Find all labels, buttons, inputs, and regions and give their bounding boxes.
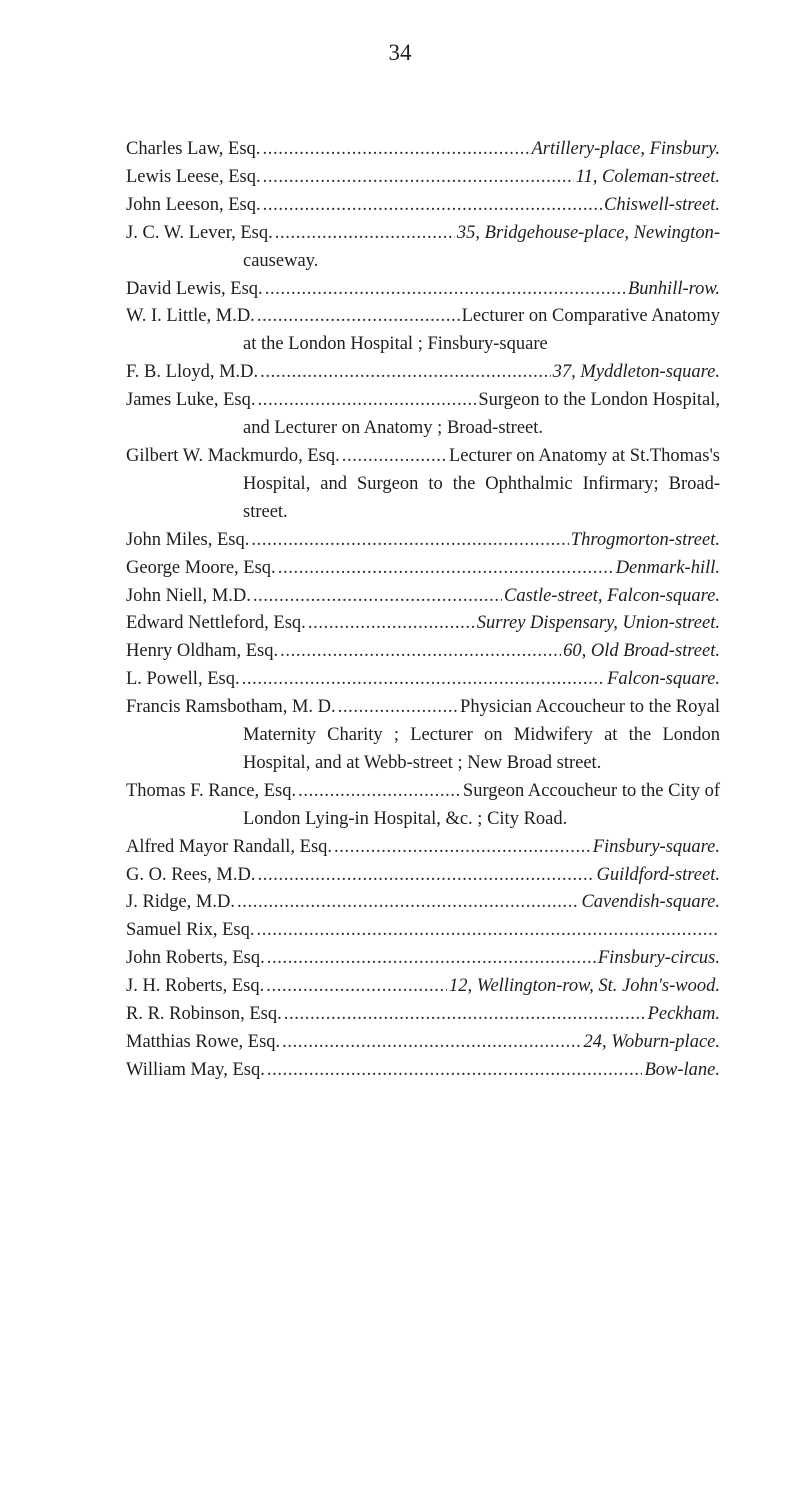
directory-entry (126, 638, 720, 666)
entry-details: Castle-street, Falcon-square. (504, 585, 720, 606)
entry-name: John Leeson, Esq. (126, 194, 261, 215)
entry-details: 11, Coleman-street. (575, 166, 720, 187)
directory-entry (126, 220, 720, 276)
entry-details: Chiswell-street. (604, 194, 720, 215)
directory-entry (126, 694, 720, 778)
entry-name: William May, Esq. (126, 1059, 265, 1080)
page-number: 34 (388, 40, 412, 65)
entry-continuation: Maternity Charity ; Lecturer on Midwifery at the London Hospital, and at Webb-street ; New Broad street. (243, 725, 720, 773)
entry-continuation: Hospital, and Surgeon to the Ophthalmic Infirmary; Broad-street. (243, 473, 720, 522)
entry-name: J. Ridge, M.D. (126, 892, 235, 913)
entry-first-line (126, 778, 720, 806)
dot-leader (265, 276, 626, 304)
entry-name: James Luke, Esq. (126, 390, 256, 411)
directory-entry (126, 527, 720, 555)
dot-leader (308, 610, 475, 638)
entry-first-line (126, 1057, 720, 1085)
entry-details: Finsbury-circus. (597, 948, 720, 969)
entry-first-line (126, 303, 720, 331)
entry-details: 12, Wellington-row, St. John's-wood. (448, 976, 720, 997)
dot-leader (237, 889, 579, 917)
entry-details: Bunhill-row. (628, 278, 720, 299)
entry-name: Henry Oldham, Esq. (126, 641, 279, 662)
directory-entry (126, 778, 720, 834)
entry-first-line (126, 220, 720, 248)
directory-entry (126, 666, 720, 694)
dot-leader (275, 220, 455, 248)
dot-leader (338, 694, 458, 722)
dot-leader (258, 862, 595, 890)
entry-details: Surgeon to the London Hospital, (478, 390, 720, 411)
directory-entry (126, 1029, 720, 1057)
entry-details: Peckham. (647, 1004, 720, 1025)
directory-entry (126, 1057, 720, 1085)
directory-entry (126, 610, 720, 638)
entry-details: Artillery-place, Finsbury. (531, 139, 720, 159)
dot-leader (251, 527, 568, 555)
dot-leader (342, 443, 447, 471)
directory-entry (126, 192, 720, 220)
entry-name: G. O. Rees, M.D. (126, 864, 256, 885)
dot-leader (262, 136, 529, 164)
entry-name: Francis Ramsbotham, M. D. (126, 697, 336, 718)
directory-entry (126, 303, 720, 359)
entry-name: Alfred Mayor Randall, Esq. (126, 836, 333, 857)
entry-name: Lewis Leese, Esq. (126, 166, 261, 187)
entry-first-line (126, 555, 720, 583)
dot-leader (253, 583, 502, 611)
entry-first-line (126, 889, 720, 917)
entry-name: John Roberts, Esq. (126, 948, 265, 969)
directory-entry (126, 945, 720, 973)
dot-leader (257, 303, 460, 331)
entry-name: John Niell, M.D. (126, 585, 251, 606)
directory-entry (126, 443, 720, 527)
entry-name: Edward Nettleford, Esq. (126, 613, 306, 634)
entry-first-line (126, 1029, 720, 1057)
entry-details: Cavendish-square. (581, 892, 720, 913)
directory-entry (126, 555, 720, 583)
entry-details: Falcon-square. (607, 669, 720, 690)
entry-details: Throgmorton-street. (570, 529, 720, 550)
entry-continuation: and Lecturer on Anatomy ; Broad-street. (243, 418, 544, 439)
entry-first-line (126, 973, 720, 1001)
entry-first-line (126, 666, 720, 694)
entry-details: Physician Accoucheur to the Royal (460, 697, 720, 718)
entry-name: J. C. W. Lever, Esq. (126, 222, 273, 243)
entry-first-line (126, 583, 720, 611)
dot-leader (256, 917, 718, 945)
entry-first-line (126, 192, 720, 220)
entry-details: Surrey Dispensary, Union-street. (476, 613, 720, 634)
dot-leader (266, 973, 447, 1001)
entry-continuation: at the London Hospital ; Finsbury-square (243, 334, 548, 355)
directory-list (126, 136, 720, 1085)
entry-first-line (126, 862, 720, 890)
directory-entry (126, 973, 720, 1001)
entry-first-line (126, 443, 720, 471)
entry-first-line (126, 694, 720, 722)
entry-name: J. H. Roberts, Esq. (126, 976, 265, 997)
entry-first-line (126, 1001, 720, 1029)
dot-leader (298, 778, 461, 806)
entry-first-line (126, 610, 720, 638)
entry-first-line (126, 917, 720, 945)
dot-leader (260, 359, 551, 387)
entry-name: Matthias Rowe, Esq. (126, 1032, 281, 1052)
dot-leader (257, 387, 476, 415)
entry-details: Surgeon Accoucheur to the City of (462, 780, 720, 801)
entry-continuation: London Lying-in Hospital, &c. ; City Road. (243, 808, 568, 829)
entry-details: Guildford-street. (596, 864, 720, 885)
entry-details: 35, Bridgehouse-place, Newington- (456, 222, 720, 243)
directory-entry (126, 359, 720, 387)
entry-name: Charles Law, Esq. (126, 139, 261, 159)
dot-leader (263, 164, 574, 192)
entry-details: Denmark-hill. (615, 557, 720, 578)
directory-entry (126, 387, 720, 443)
entry-name: Gilbert W. Mackmurdo, Esq. (126, 445, 340, 466)
directory-entry (126, 276, 720, 304)
entry-name: L. Powell, Esq. (126, 669, 240, 690)
directory-entry (126, 834, 720, 862)
dot-leader (242, 666, 606, 694)
entry-details: 37, Myddleton-square. (552, 362, 720, 383)
entry-name: Thomas F. Rance, Esq. (126, 780, 297, 801)
entry-first-line (126, 136, 720, 164)
entry-first-line (126, 945, 720, 973)
entry-name: F. B. Lloyd, M.D. (126, 362, 259, 383)
entry-first-line (126, 638, 720, 666)
directory-entry (126, 136, 720, 164)
dot-leader (267, 945, 596, 973)
entry-name: Samuel Rix, Esq. (126, 920, 255, 941)
dot-leader (278, 555, 614, 583)
entry-continuation: causeway. (243, 250, 319, 271)
entry-first-line (126, 834, 720, 862)
entry-first-line (126, 527, 720, 555)
entry-first-line (126, 276, 720, 304)
entry-name: John Miles, Esq. (126, 529, 250, 550)
entry-name: W. I. Little, M.D. (126, 306, 255, 327)
dot-leader (282, 1029, 581, 1057)
dot-leader (267, 1057, 643, 1085)
dot-leader (280, 638, 561, 666)
entry-details: Finsbury-square. (592, 836, 720, 857)
entry-details: 60, Old Broad-street. (563, 641, 720, 662)
dot-leader (284, 1001, 646, 1029)
entry-first-line (126, 359, 720, 387)
dot-leader (334, 834, 591, 862)
entry-name: George Moore, Esq. (126, 557, 276, 578)
entry-details: 24, Woburn-place. (583, 1032, 720, 1052)
entry-details: Bow-lane. (644, 1059, 720, 1080)
directory-entry (126, 1001, 720, 1029)
directory-entry (126, 583, 720, 611)
dot-leader (263, 192, 602, 220)
directory-entry (126, 862, 720, 890)
entry-first-line (126, 164, 720, 192)
entry-name: David Lewis, Esq. (126, 278, 263, 299)
directory-entry (126, 917, 720, 945)
entry-details: Lecturer on Anatomy at St.Thomas's (448, 445, 720, 466)
directory-entry (126, 889, 720, 917)
entry-first-line (126, 387, 720, 415)
entry-name: R. R. Robinson, Esq. (126, 1004, 282, 1025)
directory-entry (126, 164, 720, 192)
entry-details: Lecturer on Comparative Anatomy (461, 306, 720, 327)
